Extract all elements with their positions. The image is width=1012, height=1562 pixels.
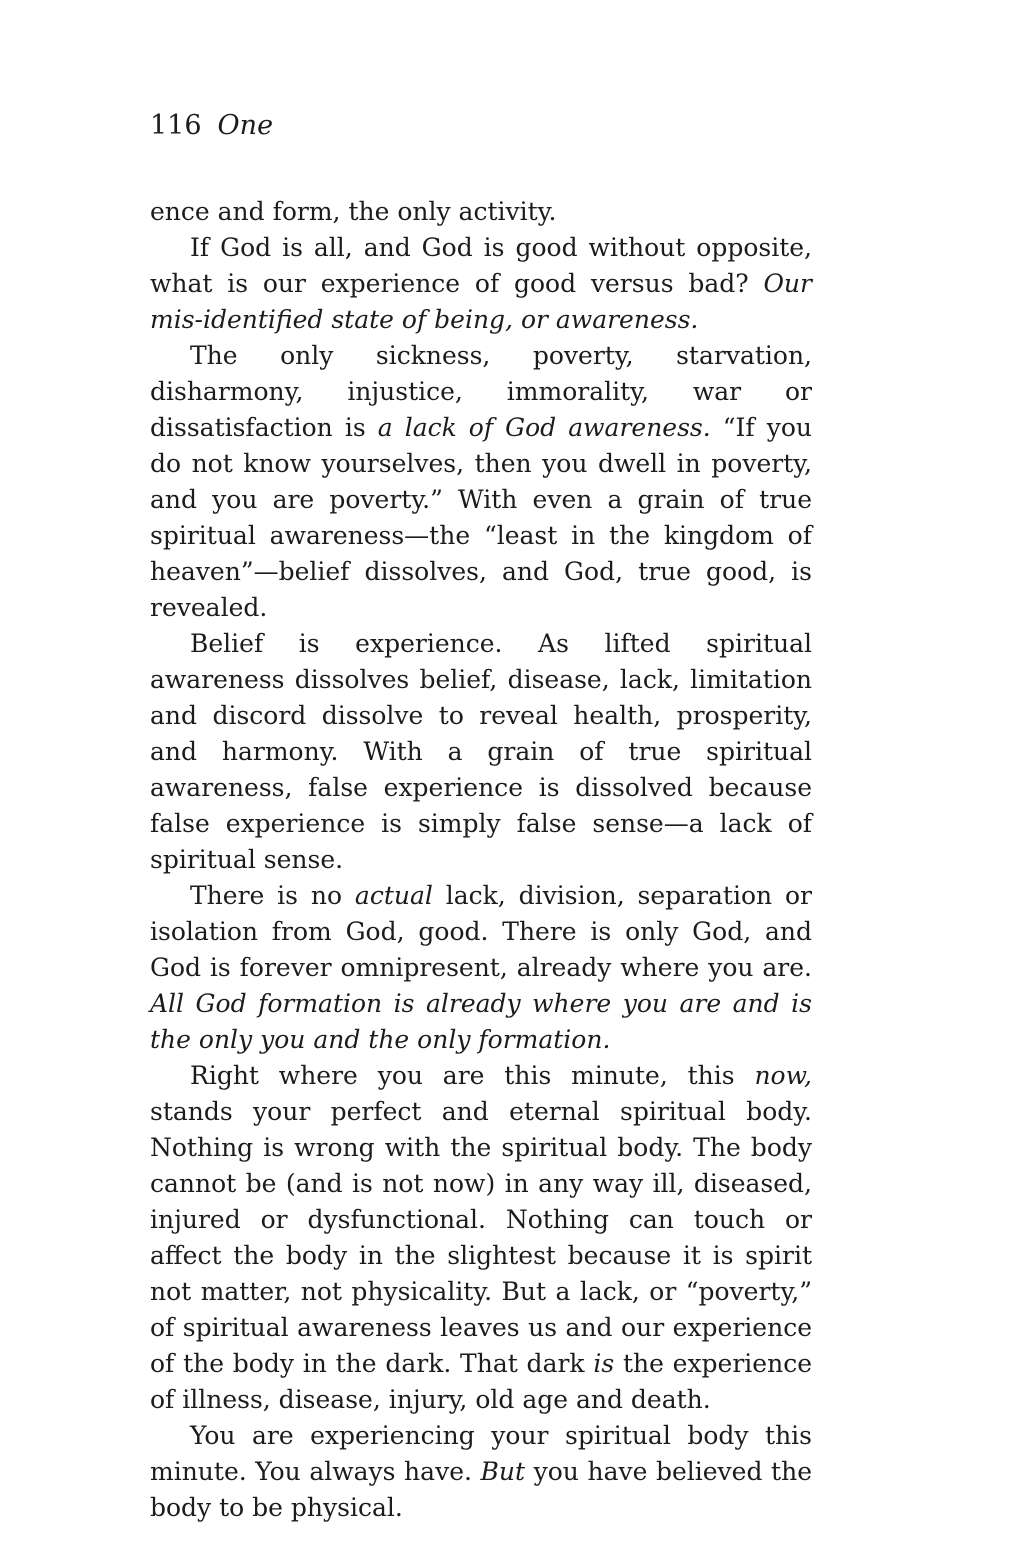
text-segment: If God is all, and God is good without opposite, what is our experience of good versus bad? [150, 233, 812, 298]
body-text [150, 194, 812, 1526]
text-segment: you have believed the body to be physical. [150, 1457, 812, 1522]
paragraph [150, 1418, 812, 1526]
emphasis-text: actual [354, 881, 433, 910]
emphasis-text: All God formation is already where you are and is the only you and the only formation. [150, 989, 812, 1054]
text-segment: There is no [190, 881, 355, 910]
text-segment: the experience of illness, disease, injury, old age and death. [150, 1349, 812, 1414]
running-head [150, 108, 273, 144]
text-segment: The only sickness, poverty, starvation, disharmony, injustice, immorality, war or dissatisfaction is [150, 341, 812, 442]
emphasis-text: But [480, 1457, 526, 1486]
paragraph [150, 878, 812, 1058]
paragraph [150, 230, 812, 338]
text-segment: Belief is experience. As lifted spiritual awareness dissolves belief, disease, lack, limitation and discord dissolve to reveal health, prosperity, and harmony. With a grain of true spiritual awareness, false experience is dissolved because false experience is simply false sense—a lack of spiritual sense. [150, 629, 812, 874]
text-segment: Right where you are this minute, this [190, 1061, 755, 1090]
emphasis-text: Our mis-identified state of being, or awareness. [150, 269, 812, 334]
emphasis-text: is [593, 1349, 615, 1378]
paragraph [150, 338, 812, 626]
chapter-title: One [217, 110, 274, 141]
page-number: 116 [150, 110, 202, 141]
text-segment: lack, division, separation or isolation from God, good. There is only God, and God is forever omnipresent, already where you are. [150, 881, 812, 982]
emphasis-text: now, [754, 1061, 812, 1090]
text-segment: ence and form, the only activity. [150, 197, 557, 226]
text-segment: “If you do not know yourselves, then you dwell in poverty, and you are poverty.” With even a grain of true spiritual awareness—the “least in the kingdom of heaven”—belief dissolves, and God, true good, is revealed. [150, 413, 812, 622]
paragraph [150, 1058, 812, 1418]
text-segment: stands your perfect and eternal spiritual body. Nothing is wrong with the spiritual body. The body cannot be (and is not now) in any way ill, diseased, injured or dysfunctional. Nothing can touch or affect the body in the slightest because it is spirit not matter, not physicality. But a lack, or “poverty,” of spiritual awareness leaves us and our experience of the body in the dark. That dark [150, 1097, 812, 1378]
text-segment: You are experiencing your spiritual body this minute. You always have. [150, 1421, 812, 1486]
paragraph [150, 194, 812, 230]
emphasis-text: a lack of God awareness. [377, 413, 711, 442]
paragraph [150, 626, 812, 878]
